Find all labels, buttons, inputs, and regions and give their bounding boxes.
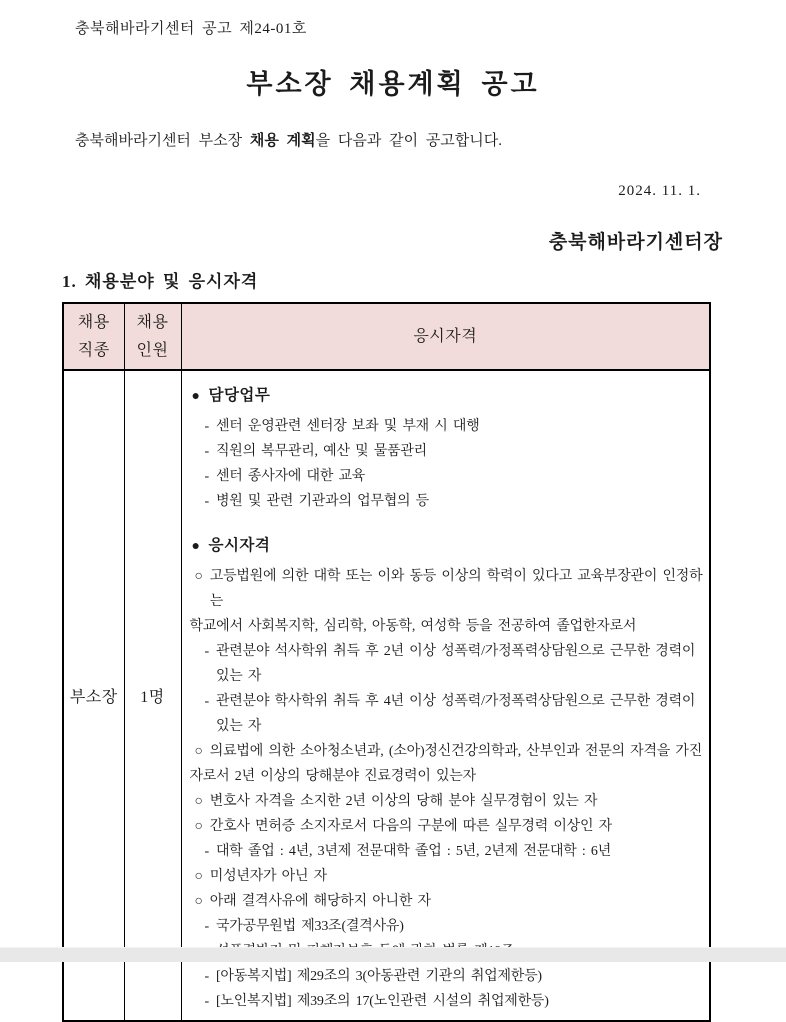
qualification-line <box>205 489 704 514</box>
dash-bullet-icon: - <box>204 694 209 709</box>
qualification-line <box>190 764 704 789</box>
qualification-text: 응시자격 <box>208 537 271 554</box>
qualification-text: 관련분야 학사학위 취득 후 4년 이상 성폭력/가정폭력상담원으로 근무한 경력이 있는 자 <box>215 694 696 734</box>
section-1-heading: 1. 채용분야 및 응시자격 <box>62 272 259 291</box>
dash-bullet-icon: - <box>204 994 209 1009</box>
qualification-text: 아래 결격사유에 해당하지 아니한 자 <box>209 894 431 909</box>
qualification-text: 센터 운영관련 센터장 보좌 및 부재 시 대행 <box>215 419 480 434</box>
dash-bullet-icon: - <box>204 919 209 934</box>
notice-date: 2024. 11. 1. <box>618 183 701 199</box>
header-qualifications: 응시자격 <box>181 303 710 370</box>
qualification-line <box>190 614 704 639</box>
qualification-line <box>205 464 704 489</box>
qualification-text: 직원의 복무관리, 예산 및 물품관리 <box>215 444 428 459</box>
intro-suffix: 을 다음과 같이 공고합니다. <box>315 133 503 149</box>
open-circle-bullet-icon: ○ <box>194 794 203 809</box>
qualification-text: 자로서 2년 이상의 당해분야 진료경력이 있는자 <box>189 769 476 784</box>
qualification-line <box>205 839 704 864</box>
qualification-text: [노인복지법] 제39조의 17(노인관련 시설의 취업제한등) <box>215 994 549 1009</box>
qualification-line <box>205 689 704 739</box>
qualification-text: 학교에서 사회복지학, 심리학, 아동학, 여성학 등을 전공하여 졸업한자로서 <box>189 619 637 634</box>
dash-bullet-icon: - <box>204 469 209 484</box>
qualification-text: 변호사 자격을 소지한 2년 이상의 당해 분야 실무경험이 있는 자 <box>209 794 598 809</box>
qualification-text: 미성년자가 아닌 자 <box>209 869 327 884</box>
qualification-line <box>195 889 704 914</box>
dash-bullet-icon: - <box>204 444 209 459</box>
open-circle-bullet-icon: ○ <box>194 894 203 909</box>
qualification-text: 의료법에 의한 소아청소년과, (소아)정신건강의학과, 산부인과 전문의 자격을 가진 <box>209 744 703 759</box>
table-header-row <box>63 303 710 370</box>
qualification-text: 고등법원에 의한 대학 또는 이와 동등 이상의 학력이 있다고 교육부장관이 인정하는 <box>209 569 703 609</box>
qualification-line <box>192 531 704 561</box>
header-job-type-line1: 채용 <box>77 313 110 331</box>
qualification-line <box>195 789 704 814</box>
header-job-type-line2: 직종 <box>77 341 110 359</box>
qualification-text: 센터 종사자에 대한 교육 <box>215 469 366 484</box>
qualification-text: 관련분야 석사학위 취득 후 2년 이상 성폭력/가정폭력상담원으로 근무한 경력이 있는 자 <box>215 644 696 684</box>
qualification-line <box>205 414 704 439</box>
qualification-text: [아동복지법] 제29조의 3(아동관련 기관의 취업제한등) <box>215 969 542 984</box>
filled-circle-bullet-icon: ● <box>191 539 201 554</box>
header-headcount-line2: 인원 <box>136 341 169 359</box>
qualifications-cell <box>181 370 710 1021</box>
qualification-line <box>195 739 704 764</box>
dash-bullet-icon: - <box>204 969 209 984</box>
qualification-line <box>192 381 704 411</box>
open-circle-bullet-icon: ○ <box>194 819 203 834</box>
open-circle-bullet-icon: ○ <box>194 569 203 584</box>
notice-number: 충북해바라기센터 공고 제24-01호 <box>75 21 307 37</box>
dash-bullet-icon: - <box>204 419 209 434</box>
qualification-text: 국가공무원법 제33조(결격사유) <box>215 919 404 934</box>
filled-circle-bullet-icon: ● <box>191 389 201 404</box>
qualification-text: 담당업무 <box>208 387 271 404</box>
qualification-text: 간호사 면허증 소지자로서 다음의 구분에 따른 실무경력 이상인 자 <box>209 819 612 834</box>
qualification-line <box>195 814 704 839</box>
recruitment-table <box>62 302 711 1022</box>
intro-paragraph <box>75 129 502 150</box>
header-headcount <box>124 303 181 370</box>
qualification-line <box>195 864 704 889</box>
dash-bullet-icon: - <box>204 494 209 509</box>
qualification-line <box>205 439 704 464</box>
cell-headcount: 1명 <box>124 370 181 1021</box>
intro-prefix: 충북해바라기센터 부소장 <box>75 133 250 149</box>
qualification-line <box>205 639 704 689</box>
open-circle-bullet-icon: ○ <box>194 744 203 759</box>
qualification-text: 병원 및 관련 기관과의 업무협의 등 <box>215 494 430 509</box>
qualification-line <box>205 989 704 1014</box>
qualification-text: 대학 졸업 : 4년, 3년제 전문대학 졸업 : 5년, 2년제 전문대학 : 6년 <box>215 844 612 859</box>
open-circle-bullet-icon: ○ <box>194 869 203 884</box>
qualification-line <box>195 564 704 614</box>
page-bottom-strip <box>0 947 786 962</box>
dash-bullet-icon: - <box>204 844 209 859</box>
dash-bullet-icon: - <box>204 644 209 659</box>
page-title: 부소장 채용계획 공고 <box>246 69 540 99</box>
cell-job-type: 부소장 <box>63 370 124 1021</box>
header-headcount-line1: 채용 <box>136 313 169 331</box>
qualification-line <box>205 964 704 989</box>
header-job-type <box>63 303 124 370</box>
issuer-signature: 충북해바라기센터장 <box>548 232 723 253</box>
qualification-line <box>205 914 704 939</box>
table-row <box>63 370 710 1021</box>
intro-bold-phrase: 채용 계획 <box>249 133 316 149</box>
